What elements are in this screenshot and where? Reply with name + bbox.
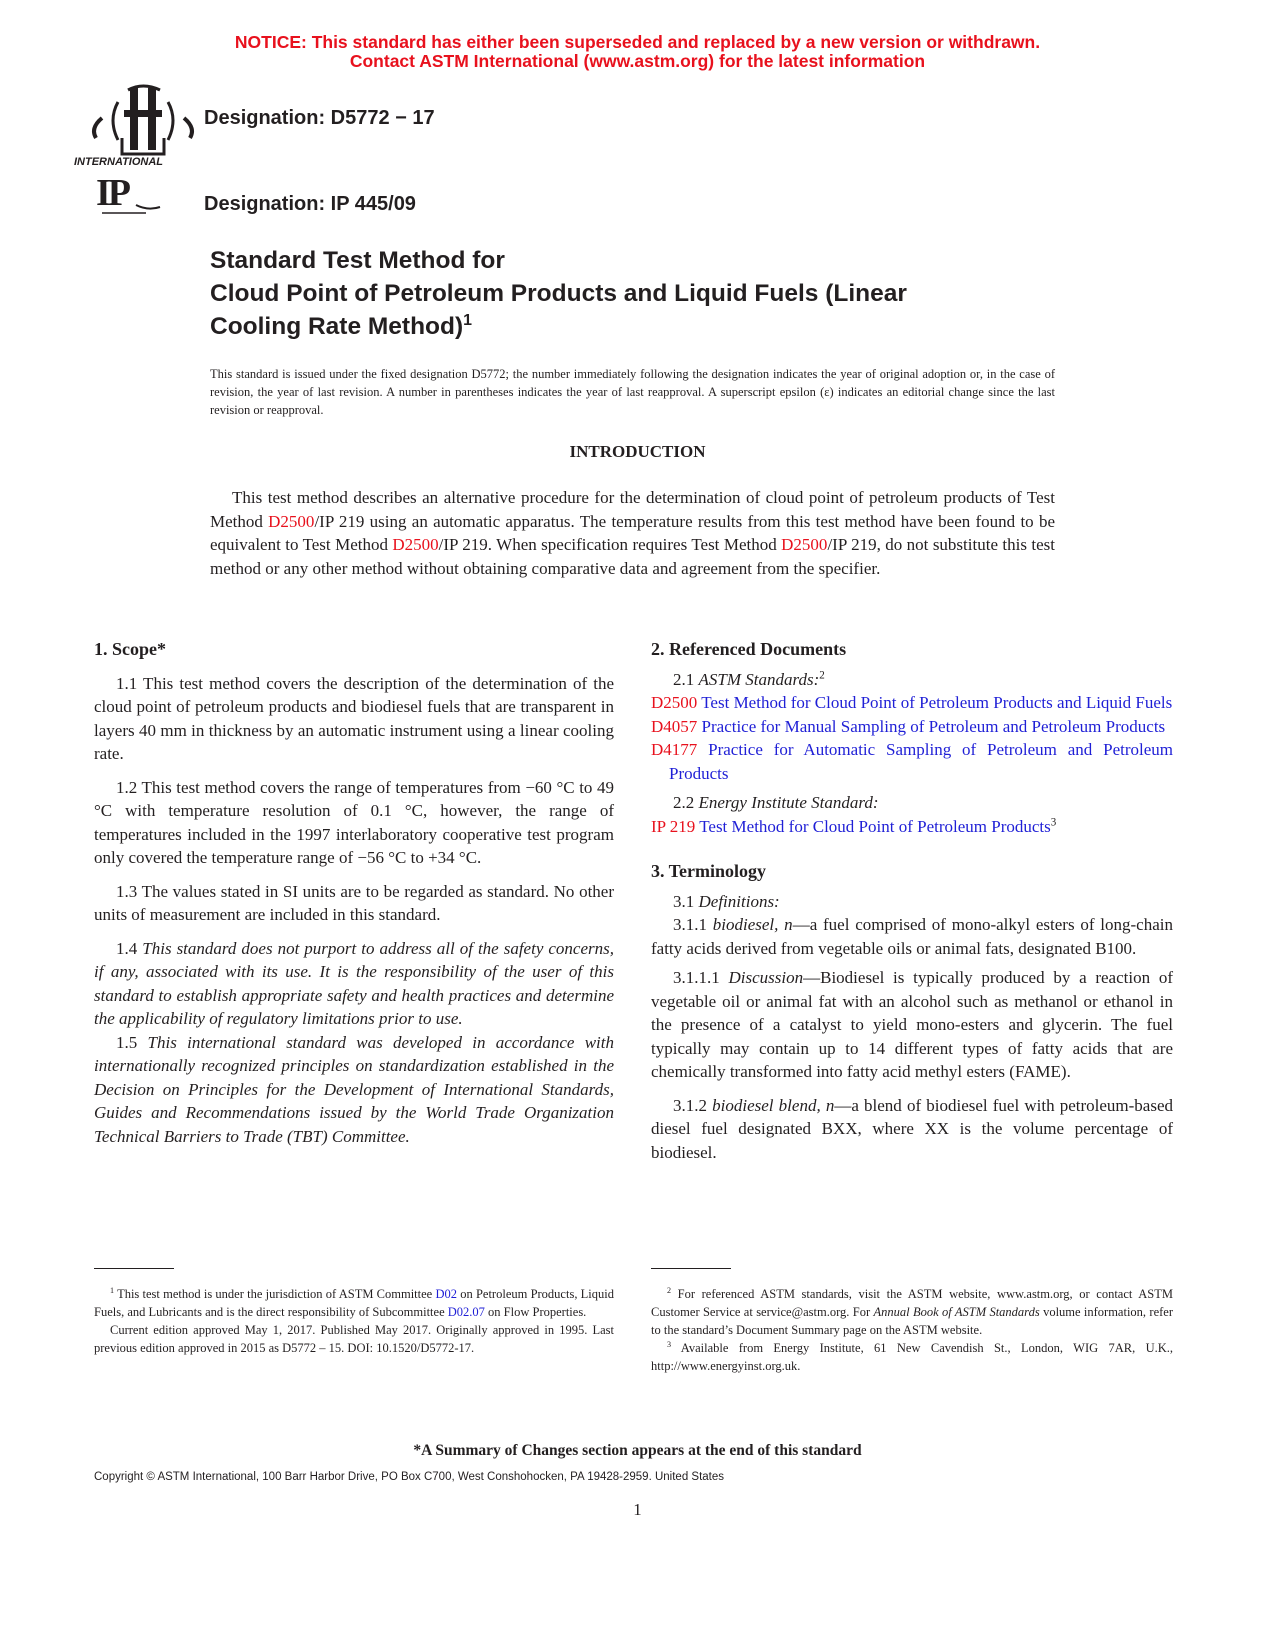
- reference-title[interactable]: Practice for Manual Sampling of Petroleum and Petroleum Products: [701, 716, 1166, 736]
- footnote-3-text: Available from Energy Institute, 61 New Cavendish St., London, WIG 7AR, U.K., http://www.energyinst.org.uk.: [651, 1341, 1173, 1373]
- ip-logo: [96, 172, 166, 227]
- scope-1-1: 1.1 This test method covers the description of the determination of the cloud point of petroleum products and biodiesel fuels that are transparent in layers 40 mm in thickness by an automatic instrument using a linear cooling rate.: [94, 673, 614, 763]
- reference-footnote-mark: 3: [1050, 815, 1057, 828]
- page-number: 1: [633, 1500, 642, 1519]
- scope-section: [94, 638, 614, 1148]
- document-title: [210, 244, 907, 343]
- summary-note: *A Summary of Changes section appears at the end of this standard: [413, 1442, 862, 1459]
- intro-text-4: /IP 219, do not substitute this test method or any other method without obtaining comparative data and agreement from the specifier.: [210, 535, 1055, 578]
- reference-code[interactable]: D4177: [651, 740, 698, 759]
- reference-item-ip219[interactable]: [651, 815, 1173, 839]
- references-heading: 2. Referenced Documents: [651, 639, 847, 659]
- footnote-1-edition: Current edition approved May 1, 2017. Published May 2017. Originally approved in 1995. Last previous edition approved in 2015 as D5772 – 15. DOI: 10.1520/D5772-17.: [94, 1323, 614, 1355]
- reference-title[interactable]: Test Method for Cloud Point of Petroleum Products: [699, 816, 1051, 836]
- terminology-3-1-number: 3.1: [673, 891, 695, 911]
- terminology-3-1: [651, 890, 1173, 914]
- terminology-3-1-2-term: biodiesel blend, n: [712, 1095, 835, 1115]
- terminology-3-1-1-1: [651, 966, 1173, 1084]
- reference-title[interactable]: Practice for Automatic Sampling of Petroleum and Petroleum Products: [669, 740, 1173, 783]
- references-2-1: [651, 668, 1173, 692]
- reference-code[interactable]: D2500: [651, 693, 698, 712]
- reference-code[interactable]: IP 219: [651, 816, 696, 836]
- terminology-3-1-1-1-label: Discussion: [728, 968, 804, 987]
- astm-logo-icon: [88, 80, 198, 160]
- footnote-rule-left: [94, 1268, 174, 1269]
- astm-logo: [74, 80, 198, 172]
- terminology-3-1-2: [651, 1094, 1173, 1165]
- terminology-3-1-2-number: 3.1.2: [673, 1095, 707, 1115]
- terminology-3-1-1-1-text: —Biodiesel is typically produced by a reaction of vegetable oil or animal fat with an alcohol such as methanol or ethanol in the presence of a catalyst to yield mono-esters and glycerin. The fuel typically may contain up to 14 different types of fatty acids that are chemically transformed into fatty acid methyl esters (FAME).: [651, 968, 1173, 1081]
- intro-link-d2500-1[interactable]: D2500: [268, 511, 315, 531]
- footnote-2-mark: 2: [667, 1285, 672, 1295]
- notice-line-2: Contact ASTM International (www.astm.org) for the latest information: [349, 51, 926, 71]
- title-line-3: [210, 310, 907, 343]
- references-2-1-number: 2.1: [673, 669, 695, 689]
- footnote-2-text-b: volume information, refer to the standard’s Document Summary page on the ASTM website.: [651, 1305, 1173, 1337]
- reference-code[interactable]: D4057: [651, 716, 698, 736]
- references-2-1-footnote-mark: 2: [819, 668, 825, 681]
- scope-1-4: [94, 937, 614, 1031]
- title-line-1: Standard Test Method for: [210, 247, 505, 274]
- footnote-1-mark: 1: [110, 1285, 115, 1295]
- notice-line-1: NOTICE: This standard has either been superseded and replaced by a new version or withdrawn.: [234, 32, 1041, 52]
- footnote-1-text-b: on Petroleum Products, Liquid Fuels, and Lubricants and is the direct responsibility of Subcommittee: [94, 1287, 615, 1319]
- introduction-text: [210, 486, 1055, 580]
- footnote-1: [94, 1285, 614, 1321]
- scope-1-4-number: 1.4: [116, 938, 138, 958]
- footnotes-right: [651, 1285, 1173, 1375]
- intro-text-2: /IP 219 using an automatic apparatus. The temperature results from this test method have been found to be equivalent to Test Method: [210, 511, 1055, 554]
- designation-astm: Designation: D5772 − 17: [204, 107, 435, 129]
- footnotes-left: [94, 1285, 614, 1357]
- references-2-2-label: Energy Institute Standard:: [698, 793, 879, 812]
- terminology-3-1-label: Definitions:: [698, 891, 780, 911]
- scope-1-5-number: 1.5: [116, 1032, 138, 1052]
- footnote-3-mark: 3: [667, 1339, 672, 1349]
- scope-1-3: 1.3 The values stated in SI units are to be regarded as standard. No other units of measurement are included in this standard.: [94, 881, 614, 924]
- terminology-heading: 3. Terminology: [651, 861, 767, 881]
- scope-1-5: [94, 1031, 614, 1149]
- terminology-3-1-1: [651, 913, 1173, 960]
- intro-link-d2500-2[interactable]: D2500: [392, 535, 439, 554]
- references-section: [651, 638, 1173, 1164]
- copyright: Copyright © ASTM International, 100 Barr Harbor Drive, PO Box C700, West Conshohocken, PA 19428-2959. United States: [94, 1471, 725, 1483]
- footnote-2: [651, 1285, 1173, 1339]
- designation-ip: Designation: IP 445/09: [204, 193, 416, 215]
- intro-link-d2500-3[interactable]: D2500: [781, 535, 828, 554]
- references-2-2: [651, 791, 1173, 815]
- reference-title[interactable]: Test Method for Cloud Point of Petroleum Products and Liquid Fuels: [701, 693, 1173, 712]
- terminology-3-1-2-text: —a blend of biodiesel fuel with petroleum-based diesel fuel designated BXX, where XX is the volume percentage of biodiesel.: [651, 1095, 1174, 1162]
- footnote-2-text-a: For referenced ASTM standards, visit the ASTM website, www.astm.org, or contact ASTM Customer Service at service@astm.org. For: [651, 1287, 1173, 1319]
- reference-item-d2500[interactable]: [651, 691, 1173, 715]
- preamble: This standard is issued under the fixed designation D5772; the number immediately following the designation indicates the year of original adoption or, in the case of revision, the year of last revision. A number in parentheses indicates the year of last reapproval. A superscript epsilon (ε) indicates an editorial change since the last revision or reapproval.: [210, 367, 1055, 417]
- ip-logo-swoosh-icon: [96, 177, 166, 217]
- scope-1-4-text: This standard does not purport to address all of the safety concerns, if any, associated with its use. It is the responsibility of the user of this standard to establish appropriate safety and health practices and determine the applicability of regulatory limitations prior to use.: [94, 938, 615, 1028]
- title-line-3-text: Cooling Rate Method): [210, 313, 464, 340]
- footnote-2-italic: Annual Book of ASTM Standards: [873, 1305, 1040, 1319]
- footnote-rule-right: [651, 1268, 731, 1269]
- terminology-3-1-1-text: —a fuel comprised of mono-alkyl esters of long-chain fatty acids derived from vegetable oils or animal fats, designated B100.: [651, 915, 1173, 958]
- footnote-1-text-a: This test method is under the jurisdiction of ASTM Committee: [117, 1287, 436, 1301]
- footnote-3: [651, 1339, 1173, 1375]
- introduction-heading: INTRODUCTION: [569, 442, 706, 461]
- title-line-2: Cloud Point of Petroleum Products and Liquid Fuels (Linear: [210, 280, 907, 307]
- title-footnote-mark: 1: [463, 311, 472, 329]
- reference-item-d4057[interactable]: [651, 715, 1173, 739]
- astm-logo-text: INTERNATIONAL: [74, 156, 164, 168]
- scope-heading: 1. Scope*: [94, 639, 166, 659]
- terminology-3-1-1-1-number: 3.1.1.1: [673, 968, 720, 987]
- scope-1-5-text: This international standard was developed in accordance with internationally recognized principles on standardization established in the Decision on Principles for the Development of International Standards, Guides and Recommendations issued by the World Trade Organization Technical Barriers to Trade (TBT) Committee.: [94, 1032, 614, 1146]
- terminology-3-1-1-number: 3.1.1: [673, 915, 707, 934]
- ip-logo-text: IP: [96, 172, 128, 214]
- references-2-2-number: 2.2: [673, 793, 695, 812]
- footnote-1-text-c: on Flow Properties.: [484, 1305, 587, 1319]
- terminology-3-1-1-term: biodiesel, n: [712, 915, 793, 934]
- reference-item-d4177[interactable]: [651, 738, 1173, 785]
- intro-text-3: /IP 219. When specification requires Test Method: [438, 535, 782, 554]
- intro-text-1: This test method describes an alternative procedure for the determination of cloud point of petroleum products of Test Method: [210, 488, 1055, 531]
- footnote-link-d02[interactable]: D02: [435, 1287, 457, 1301]
- footnote-link-d02-07[interactable]: D02.07: [447, 1305, 485, 1319]
- scope-1-2: 1.2 This test method covers the range of temperatures from −60 °C to 49 °C with temperature resolution of 0.1 °C, however, the range of temperatures included in the 1997 interlaboratory cooperative test program only covered the temperature range of −56 °C to +34 °C.: [94, 777, 614, 867]
- notice-banner: [0, 33, 1275, 71]
- references-2-1-label: ASTM Standards:: [698, 669, 820, 689]
